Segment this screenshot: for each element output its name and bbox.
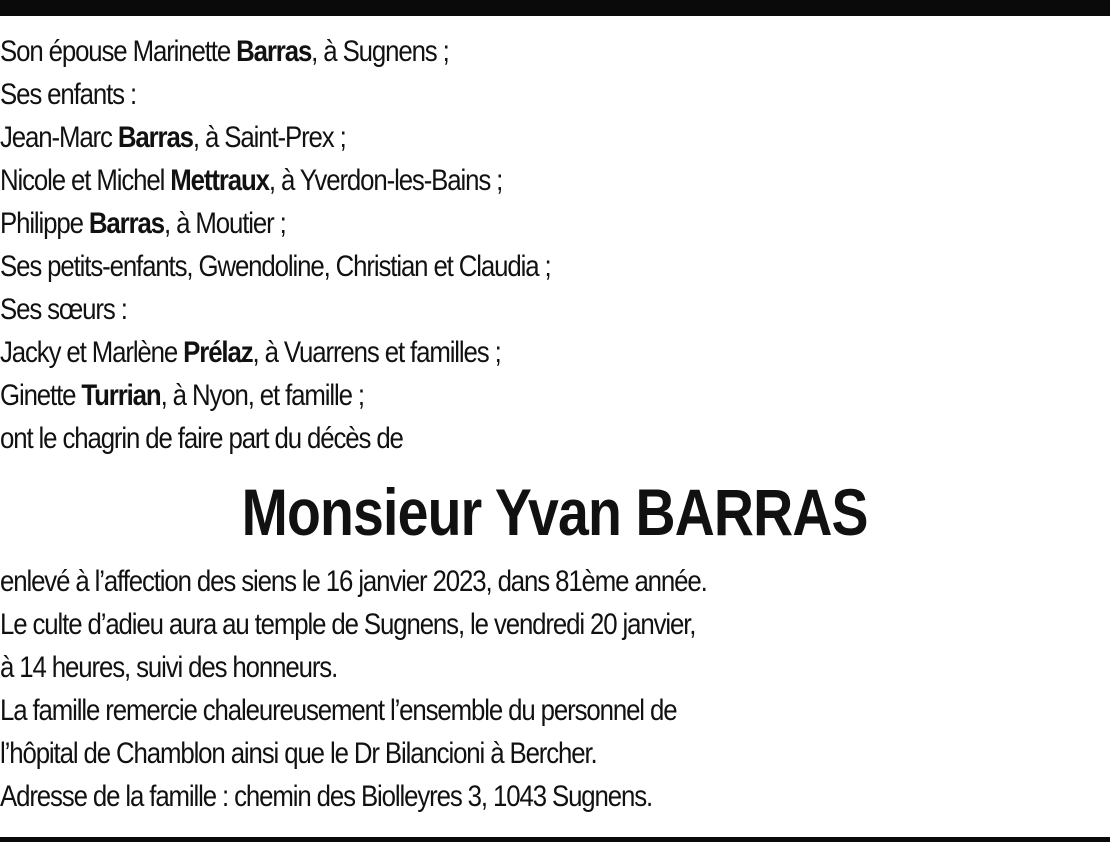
text: , à Sugnens ; <box>311 35 449 68</box>
text: , à Nyon, et famille ; <box>160 379 364 412</box>
text: Jacky et Marlène <box>0 336 184 369</box>
closing-line-thanks-1: La famille remercie chaleureusement l’ensemble du personnel de <box>0 694 677 727</box>
surname: Prélaz <box>183 336 253 369</box>
deceased-name-text: Monsieur Yvan BARRAS <box>241 475 869 549</box>
text: Son épouse Marinette <box>0 35 237 68</box>
family-line-grandchildren: Ses petits-enfants, Gwendoline, Christian et Claudia ; <box>0 250 551 283</box>
family-line-children-heading: Ses enfants : <box>0 78 137 111</box>
top-rule <box>0 0 1110 16</box>
text: Jean-Marc <box>0 121 118 154</box>
bottom-rule <box>0 837 1110 842</box>
surname: Barras <box>236 35 312 68</box>
closing-line-address: Adresse de la famille : chemin des Biolleyres 3, 1043 Sugnens. <box>0 780 653 813</box>
surname: Mettraux <box>170 164 269 197</box>
closing-text <box>0 560 1110 818</box>
text: , à Vuarrens et familles ; <box>252 336 501 369</box>
family-line-sisters-heading: Ses sœurs : <box>0 293 127 326</box>
family-line-child-1 <box>0 116 955 159</box>
closing-line-service: Le culte d’adieu aura au temple de Sugnens, le vendredi 20 janvier, <box>0 608 696 641</box>
family-list <box>0 30 1110 460</box>
family-line-child-3 <box>0 202 955 245</box>
deceased-name <box>0 470 1110 554</box>
text: Ginette <box>0 379 82 412</box>
text: Nicole et Michel <box>0 164 171 197</box>
family-line-spouse <box>0 30 955 73</box>
closing-line-thanks-2: l’hôpital de Chamblon ainsi que le Dr Bilancioni à Bercher. <box>0 737 597 770</box>
text: Philippe <box>0 207 89 240</box>
surname: Barras <box>117 121 193 154</box>
family-line-sister-1 <box>0 331 955 374</box>
surname: Turrian <box>81 379 161 412</box>
family-line-sister-2 <box>0 374 955 417</box>
text: , à Yverdon-les-Bains ; <box>268 164 503 197</box>
announcement-intro: ont le chagrin de faire part du décès de <box>0 422 403 455</box>
closing-line-time: à 14 heures, suivi des honneurs. <box>0 651 338 684</box>
surname: Barras <box>88 207 164 240</box>
text: , à Moutier ; <box>163 207 286 240</box>
family-line-child-2 <box>0 159 955 202</box>
text: , à Saint-Prex ; <box>192 121 346 154</box>
closing-line-death: enlevé à l’affection des siens le 16 janvier 2023, dans 81ème année. <box>0 565 707 598</box>
